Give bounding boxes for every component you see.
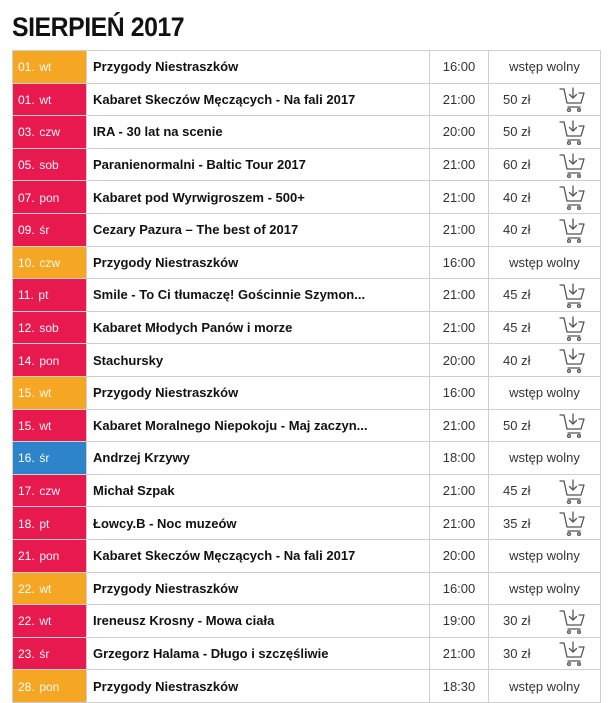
event-row[interactable]: [13, 116, 601, 149]
event-time: 21:00: [430, 279, 489, 312]
event-day: 22.: [18, 581, 35, 596]
event-time: 21:00: [430, 83, 489, 116]
event-title-link[interactable]: Kabaret Młodych Panów i morze: [87, 311, 430, 344]
event-title-link[interactable]: Kabaret Moralnego Niepokoju - Maj zaczyn...: [87, 409, 430, 442]
event-time: 20:00: [430, 344, 489, 377]
buy-ticket-button[interactable]: [545, 279, 601, 312]
event-title-link[interactable]: Ireneusz Krosny - Mowa ciała: [87, 605, 430, 638]
event-date: [13, 539, 87, 572]
cart-download-icon[interactable]: [558, 509, 586, 537]
event-price: 50 zł: [489, 116, 545, 149]
cart-download-icon[interactable]: [558, 85, 586, 113]
event-time: 20:00: [430, 539, 489, 572]
cart-download-icon[interactable]: [558, 346, 586, 374]
event-day: 28.: [18, 679, 35, 694]
event-weekday: sob: [39, 321, 59, 336]
event-date: [13, 246, 87, 279]
event-row[interactable]: [13, 213, 601, 246]
event-day: 07.: [18, 190, 35, 205]
event-time: 21:00: [430, 507, 489, 540]
cart-download-icon[interactable]: [558, 477, 586, 505]
event-time: 21:00: [430, 637, 489, 670]
event-date: [13, 670, 87, 703]
events-table-body: [13, 51, 601, 703]
event-title-link[interactable]: Cezary Pazura – The best of 2017: [87, 213, 430, 246]
event-title-link[interactable]: Przygody Niestraszków: [87, 376, 430, 409]
event-day: 23.: [18, 646, 35, 661]
event-day: 11.: [18, 288, 34, 303]
event-weekday: sob: [39, 158, 59, 173]
event-day: 15.: [18, 418, 35, 433]
buy-ticket-button[interactable]: [545, 605, 601, 638]
event-date: [13, 474, 87, 507]
event-row[interactable]: [13, 670, 601, 703]
buy-ticket-button[interactable]: [545, 116, 601, 149]
event-day: 01.: [18, 92, 35, 107]
event-date: [13, 605, 87, 638]
event-price: 50 zł: [489, 83, 545, 116]
event-row[interactable]: [13, 344, 601, 377]
buy-ticket-button[interactable]: [545, 311, 601, 344]
event-row[interactable]: [13, 83, 601, 116]
event-day: 09.: [18, 223, 35, 238]
event-price: 50 zł: [489, 409, 545, 442]
event-title-link[interactable]: Stachursky: [87, 344, 430, 377]
event-title-link[interactable]: Kabaret Skeczów Męczących - Na fali 2017: [87, 539, 430, 572]
event-weekday: czw: [39, 125, 60, 140]
buy-ticket-button[interactable]: [545, 148, 601, 181]
event-row[interactable]: [13, 148, 601, 181]
event-row[interactable]: [13, 605, 601, 638]
event-free-entry: wstęp wolny: [489, 442, 601, 475]
event-title-link[interactable]: Grzegorz Halama - Długo i szczęśliwie: [87, 637, 430, 670]
buy-ticket-button[interactable]: [545, 409, 601, 442]
event-row[interactable]: [13, 572, 601, 605]
event-time: 21:00: [430, 181, 489, 214]
cart-download-icon[interactable]: [558, 607, 586, 635]
cart-download-icon[interactable]: [558, 411, 586, 439]
event-date: [13, 572, 87, 605]
event-time: 16:00: [430, 246, 489, 279]
cart-download-icon[interactable]: [558, 183, 586, 211]
event-day: 12.: [18, 321, 35, 336]
cart-download-icon[interactable]: [558, 314, 586, 342]
event-row[interactable]: [13, 181, 601, 214]
events-table: [12, 50, 601, 703]
event-price: 40 zł: [489, 344, 545, 377]
event-weekday: pt: [39, 516, 50, 531]
event-date: [13, 637, 87, 670]
event-day: 05.: [18, 158, 35, 173]
event-time: 21:00: [430, 311, 489, 344]
event-time: 18:30: [430, 670, 489, 703]
event-weekday: wt: [39, 418, 52, 433]
event-title-link[interactable]: Paranienormalni - Baltic Tour 2017: [87, 148, 430, 181]
event-day: 16.: [18, 451, 35, 466]
event-row[interactable]: [13, 246, 601, 279]
event-row[interactable]: [13, 409, 601, 442]
event-title-link[interactable]: Kabaret Skeczów Męczących - Na fali 2017: [87, 83, 430, 116]
event-date: [13, 442, 87, 475]
event-date: [13, 116, 87, 149]
page-title: SIERPIEŃ 2017: [12, 12, 185, 42]
event-row[interactable]: [13, 279, 601, 312]
event-row[interactable]: [13, 442, 601, 475]
event-weekday: śr: [39, 451, 50, 466]
event-weekday: pon: [39, 679, 60, 694]
event-time: 21:00: [430, 148, 489, 181]
buy-ticket-button[interactable]: [545, 344, 601, 377]
event-row[interactable]: [13, 51, 601, 84]
event-price: 60 zł: [489, 148, 545, 181]
event-date: [13, 344, 87, 377]
event-date: [13, 507, 87, 540]
event-day: 01.: [18, 60, 35, 75]
event-weekday: pon: [39, 549, 60, 564]
buy-ticket-button[interactable]: [545, 474, 601, 507]
event-free-entry: wstęp wolny: [489, 572, 601, 605]
event-price: 30 zł: [489, 605, 545, 638]
event-free-entry: wstęp wolny: [489, 51, 601, 84]
event-row[interactable]: [13, 637, 601, 670]
event-free-entry: wstęp wolny: [489, 376, 601, 409]
event-time: 18:00: [430, 442, 489, 475]
event-title-link[interactable]: IRA - 30 lat na scenie: [87, 116, 430, 149]
event-date: [13, 409, 87, 442]
event-row[interactable]: [13, 507, 601, 540]
event-time: 21:00: [430, 409, 489, 442]
event-weekday: wt: [39, 92, 52, 107]
event-date: [13, 311, 87, 344]
event-day: 17.: [18, 484, 35, 499]
event-title-link[interactable]: Kabaret pod Wyrwigroszem - 500+: [87, 181, 430, 214]
buy-ticket-button[interactable]: [545, 507, 601, 540]
event-day: 18.: [18, 516, 35, 531]
event-weekday: wt: [39, 614, 52, 629]
event-time: 16:00: [430, 572, 489, 605]
event-day: 14.: [18, 353, 35, 368]
event-title-link[interactable]: Przygody Niestraszków: [87, 246, 430, 279]
event-weekday: czw: [39, 484, 60, 499]
buy-ticket-button[interactable]: [545, 637, 601, 670]
event-title-link[interactable]: Przygody Niestraszków: [87, 51, 430, 84]
buy-ticket-button[interactable]: [545, 83, 601, 116]
event-price: 40 zł: [489, 213, 545, 246]
event-date: [13, 148, 87, 181]
event-date: [13, 181, 87, 214]
cart-download-icon[interactable]: [558, 118, 586, 146]
event-row[interactable]: [13, 539, 601, 572]
event-weekday: pon: [39, 190, 60, 205]
buy-ticket-button[interactable]: [545, 181, 601, 214]
event-day: 15.: [18, 386, 35, 401]
event-date: [13, 83, 87, 116]
event-date: [13, 279, 87, 312]
event-price: 30 zł: [489, 637, 545, 670]
event-weekday: wt: [39, 386, 52, 401]
event-price: 45 zł: [489, 474, 545, 507]
event-day: 03.: [18, 125, 35, 140]
event-row[interactable]: [13, 376, 601, 409]
event-date: [13, 376, 87, 409]
event-weekday: pt: [38, 288, 49, 303]
event-title-link[interactable]: Smile - To Ci tłumaczę! Gościnnie Szymon...: [87, 279, 430, 312]
event-free-entry: wstęp wolny: [489, 246, 601, 279]
event-day: 10.: [18, 255, 35, 270]
event-weekday: śr: [39, 646, 50, 661]
event-price: 45 zł: [489, 311, 545, 344]
event-time: 16:00: [430, 376, 489, 409]
event-time: 21:00: [430, 474, 489, 507]
event-date: [13, 51, 87, 84]
event-free-entry: wstęp wolny: [489, 670, 601, 703]
event-row[interactable]: [13, 474, 601, 507]
event-time: 19:00: [430, 605, 489, 638]
cart-download-icon[interactable]: [558, 281, 586, 309]
event-title-link[interactable]: Andrzej Krzywy: [87, 442, 430, 475]
event-weekday: wt: [39, 581, 52, 596]
event-price: 45 zł: [489, 279, 545, 312]
event-title-link[interactable]: Przygody Niestraszków: [87, 670, 430, 703]
event-title-link[interactable]: Łowcy.B - Noc muzeów: [87, 507, 430, 540]
event-weekday: czw: [39, 255, 60, 270]
event-title-link[interactable]: Przygody Niestraszków: [87, 572, 430, 605]
cart-download-icon[interactable]: [558, 216, 586, 244]
event-title-link[interactable]: Michał Szpak: [87, 474, 430, 507]
event-time: 21:00: [430, 213, 489, 246]
event-free-entry: wstęp wolny: [489, 539, 601, 572]
event-row[interactable]: [13, 311, 601, 344]
event-time: 20:00: [430, 116, 489, 149]
event-weekday: pon: [39, 353, 60, 368]
cart-download-icon[interactable]: [558, 151, 586, 179]
event-price: 40 zł: [489, 181, 545, 214]
event-weekday: wt: [39, 60, 52, 75]
event-day: 22.: [18, 614, 35, 629]
event-day: 21.: [18, 549, 35, 564]
event-date: [13, 213, 87, 246]
cart-download-icon[interactable]: [558, 639, 586, 667]
event-time: 16:00: [430, 51, 489, 84]
event-weekday: śr: [39, 223, 50, 238]
buy-ticket-button[interactable]: [545, 213, 601, 246]
event-price: 35 zł: [489, 507, 545, 540]
